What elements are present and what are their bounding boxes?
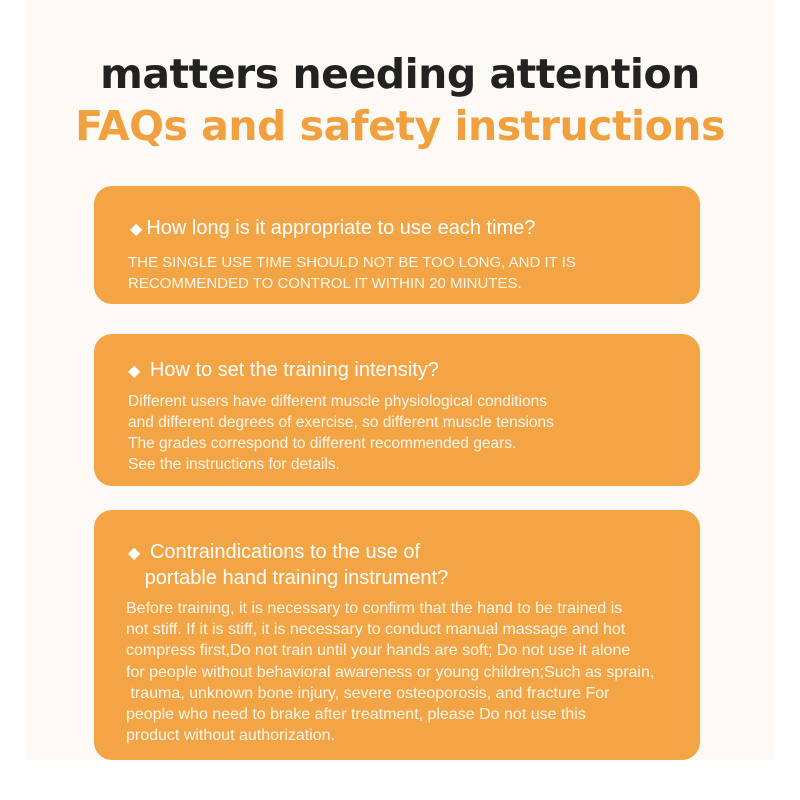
faq-answer-line: trauma, unknown bone injury, severe osteoporosis, and fracture For — [126, 684, 610, 702]
faq-answer-line: Before training, it is necessary to confirm that the hand to be trained is — [126, 600, 623, 617]
faq-answer-line: Different users have different muscle physiological conditions — [128, 393, 548, 410]
faq-question — [128, 540, 448, 590]
faq-page — [26, 0, 774, 760]
faq-answer-line: not stiff. If it is stiff, it is necessary to conduct manual massage and hot — [126, 621, 626, 639]
faq-answer — [128, 391, 554, 475]
page-title: matters needing attention — [100, 50, 700, 98]
faq-card-usage-time — [94, 186, 700, 304]
page-subtitle: FAQs and safety instructions — [75, 102, 725, 150]
faq-answer-line: The grades correspond to different recommended gears. — [128, 435, 517, 452]
faq-question-text: How to set the training intensity? — [149, 359, 439, 381]
faq-question-text: Contraindications to the use of — [149, 541, 421, 563]
faq-answer-line: product without authorization. — [126, 727, 336, 745]
faq-question-text: portable hand training instrument? — [144, 567, 449, 589]
faq-answer-line: RECOMMENDED TO CONTROL IT WITHIN 20 MINUTES. — [128, 275, 522, 292]
faq-answer-line: See the instructions for details. — [128, 456, 340, 473]
faq-card-contraindications — [94, 510, 700, 760]
faq-answer-line: people who need to brake after treatment, please Do not use this — [126, 706, 586, 724]
diamond-bullet-icon: ◆ — [128, 545, 141, 562]
faq-answer — [126, 598, 698, 746]
faq-answer-line: THE SINGLE USE TIME SHOULD NOT BE TOO LONG, AND IT IS — [128, 254, 576, 271]
faq-answer-line: compress first,Do not train until your hands are soft; Do not use it alone — [126, 642, 631, 660]
faq-question — [130, 216, 535, 242]
faq-answer-line: and different degrees of exercise, so different muscle tensions — [128, 414, 554, 431]
faq-card-training-intensity — [94, 334, 700, 486]
faq-question-text: How long is it appropriate to use each time? — [146, 217, 536, 239]
diamond-bullet-icon: ◆ — [128, 363, 141, 380]
faq-question — [128, 358, 439, 384]
faq-answer — [128, 252, 576, 294]
diamond-bullet-icon: ◆ — [130, 221, 143, 238]
faq-answer-line: for people without behavioral awareness or young children;Such as sprain, — [126, 663, 655, 681]
